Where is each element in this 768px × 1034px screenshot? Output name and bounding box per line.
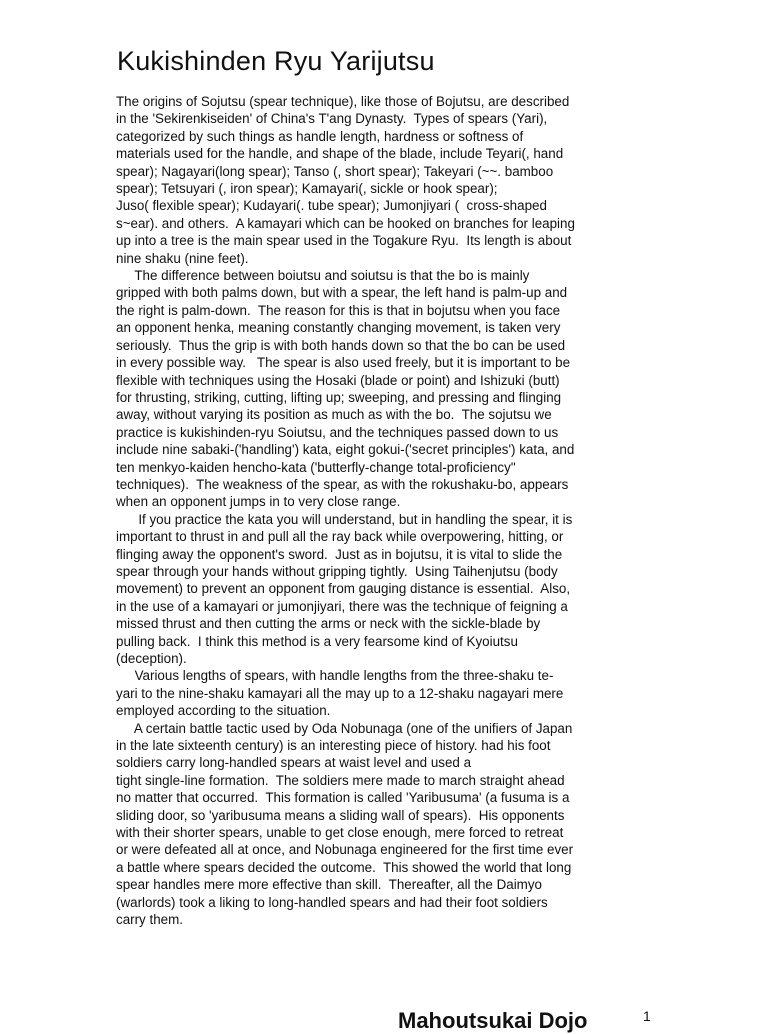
text-line: an opponent henka, meaning constantly changing movement, is taken very — [116, 320, 561, 336]
text-line: when an opponent jumps in to very close range. — [116, 494, 401, 510]
text-line: flinging away the opponent's sword. Just as in bojutsu, it is vital to slide the — [116, 546, 563, 562]
text-line: The difference between boiutsu and soiutsu is that the bo is mainly — [116, 268, 530, 284]
text-line: in every possible way. The spear is also used freely, but it is important to be — [116, 355, 571, 371]
text-line: categorized by such things as handle length, hardness or softness of — [116, 128, 524, 144]
text-line: sliding door, so 'yaribusuma means a sliding wall of spears). His opponents — [116, 807, 565, 823]
text-line: spear through your hands without gripping tightly. Using Taihenjutsu (body — [116, 563, 558, 579]
text-line: or were defeated all at once, and Nobunaga engineered for the first time ever — [116, 842, 574, 858]
text-line: spear); Nagayari(long spear); Tanso (, short spear); Takeyari (~~. bamboo — [116, 163, 554, 179]
text-line: away, without varying its position as much as with the bo. The sojutsu we — [116, 407, 552, 423]
text-line: in the use of a kamayari or jumonjiyari, there was the technique of feigning a — [116, 598, 568, 614]
text-line: pulling back. I think this method is a very fearsome kind of Kyoiutsu — [116, 633, 518, 649]
document-title: Kukishinden Ryu Yarijutsu — [117, 46, 435, 76]
text-line: employed according to the situation. — [116, 703, 331, 719]
text-line: Juso( flexible spear); Kudayari(. tube spear); Jumonjiyari ( cross-shaped — [116, 198, 547, 214]
page-number: 1 — [643, 1008, 651, 1024]
text-line: in the 'Sekirenkiseiden' of China's T'ang Dynasty. Types of spears (Yari), — [116, 111, 548, 127]
text-line: ten menkyo-kaiden hencho-kata ('butterfly-change total-proficiency" — [116, 459, 516, 475]
text-line: A certain battle tactic used by Oda Nobunaga (one of the unifiers of Japan — [116, 720, 573, 736]
text-line: techniques). The weakness of the spear, as with the rokushaku-bo, appears — [116, 476, 569, 492]
text-line: a battle where spears decided the outcome. This showed the world that long — [116, 859, 572, 875]
text-line: soldiers carry long-handled spears at waist level and used a — [116, 755, 472, 771]
text-line: movement) to prevent an opponent from gauging distance is essential. Also, — [116, 581, 571, 597]
text-line: materials used for the handle, and shape of the blade, include Teyari(, hand — [116, 146, 564, 162]
text-line: include nine sabaki-('handling') kata, eight gokui-('secret principles') kata, and — [116, 442, 575, 458]
text-line: nine shaku (nine feet). — [116, 250, 249, 266]
text-line: flexible with techniques using the Hosaki (blade or point) and Ishizuki (butt) — [116, 372, 560, 388]
text-line: (warlords) took a liking to long-handled spears and had their foot soldiers — [116, 894, 548, 910]
text-line: (deception). — [116, 651, 187, 666]
text-line: important to thrust in and pull all the ray back while overpowering, hitting, or — [116, 529, 564, 545]
text-line: no matter that occurred. This formation is called 'Yaribusuma' (a fusuma is a — [116, 790, 570, 806]
text-line: carry them. — [116, 912, 183, 928]
text-line: If you practice the kata you will understand, but in handling the spear, it is — [116, 511, 573, 527]
text-line: Various lengths of spears, with handle lengths from the three-shaku te- — [116, 668, 554, 684]
text-line: with their shorter spears, unable to get close enough, mere forced to retreat — [116, 825, 564, 841]
text-line: yari to the nine-shaku kamayari all the may up to a 12-shaku nagayari mere — [116, 685, 564, 701]
text-line: The origins of Sojutsu (spear technique), like those of Bojutsu, are described — [116, 94, 570, 109]
text-line: missed thrust and then cutting the arms or neck with the sickle-blade by — [116, 616, 541, 632]
text-line: seriously. Thus the grip is with both hands down so that the bo can be used — [116, 337, 566, 353]
document-body — [116, 93, 661, 929]
text-line: tight single-line formation. The soldiers mere made to march straight ahead — [116, 772, 565, 788]
text-line: spear); Tetsuyari (, iron spear); Kamayari(, sickle or hook spear); — [116, 181, 498, 197]
text-line: practice is kukishinden-ryu Soiutsu, and the techniques passed down to us — [116, 424, 559, 440]
text-line: gripped with both palms down, but with a spear, the left hand is palm-up and — [116, 285, 568, 301]
text-line: spear handles mere more effective than skill. Thereafter, all the Daimyo — [116, 877, 542, 893]
text-line: s~ear). and others. A kamayari which can be hooked on branches for leaping — [116, 215, 575, 231]
text-line: up into a tree is the main spear used in the Togakure Ryu. Its length is about — [116, 233, 572, 249]
text-line: for thrusting, striking, cutting, lifting up; sweeping, and pressing and flinging — [116, 389, 562, 405]
footer-title: Mahoutsukai Dojo — [398, 1008, 588, 1033]
text-line: the right is palm-down. The reason for this is that in bojutsu when you face — [116, 302, 561, 318]
text-line: in the late sixteenth century) is an interesting piece of history. had his foot — [116, 738, 551, 754]
